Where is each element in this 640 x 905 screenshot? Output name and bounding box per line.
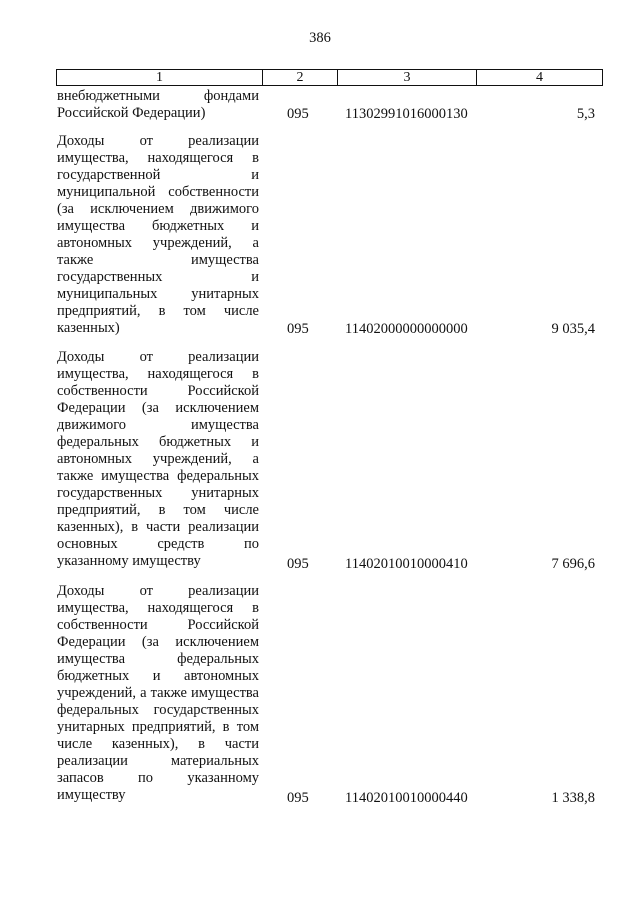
header-col-2: 2 [263,70,338,85]
row-code: 095 [287,106,309,122]
table-header [56,69,603,86]
row-kbk: 11302991016000130 [345,106,468,122]
header-col-3: 3 [338,70,477,85]
row-code: 095 [287,790,309,806]
row-kbk: 11402010010000440 [345,790,468,806]
row-description: Доходы от реализации имущества, находящегося в государственной и муниципальной собственности (за исключением движимого имущества бюджетных и автономных учреждений, а также имущества государственных и муниципальных унитарных предприятий, в том числе казенных) [57,133,259,336]
row-amount: 1 338,8 [551,790,595,806]
row-description: Доходы от реализации имущества, находящегося в собственности Российской Федерации (за исключением движимого имущества федеральных бюджетных и автономных учреждений, а также имущества федеральных государственных унитарных предприятий, в том числе казенных), в части реализации основных средств по указанному имуществу [57,349,259,569]
header-col-1: 1 [57,70,263,85]
row-amount: 7 696,6 [551,556,595,572]
row-kbk: 11402000000000000 [345,321,468,337]
header-col-4: 4 [536,70,543,85]
row-amount: 5,3 [576,106,595,122]
row-amount: 9 035,4 [551,321,595,337]
row-code: 095 [287,556,309,572]
row-description: Доходы от реализации имущества, находящегося в собственности Российской Федерации (за исключением имущества федеральных бюджетных и автономных учреждений, а также имущества федеральных государственных унитарных предприятий, в том числе казенных), в части реализации материальных запасов по указанному имуществу [57,583,259,803]
row-description: внебюджетными фондами Российской Федерации) [57,88,259,121]
row-code: 095 [287,321,309,337]
row-kbk: 11402010010000410 [345,556,468,572]
page-number: 386 [309,30,331,46]
